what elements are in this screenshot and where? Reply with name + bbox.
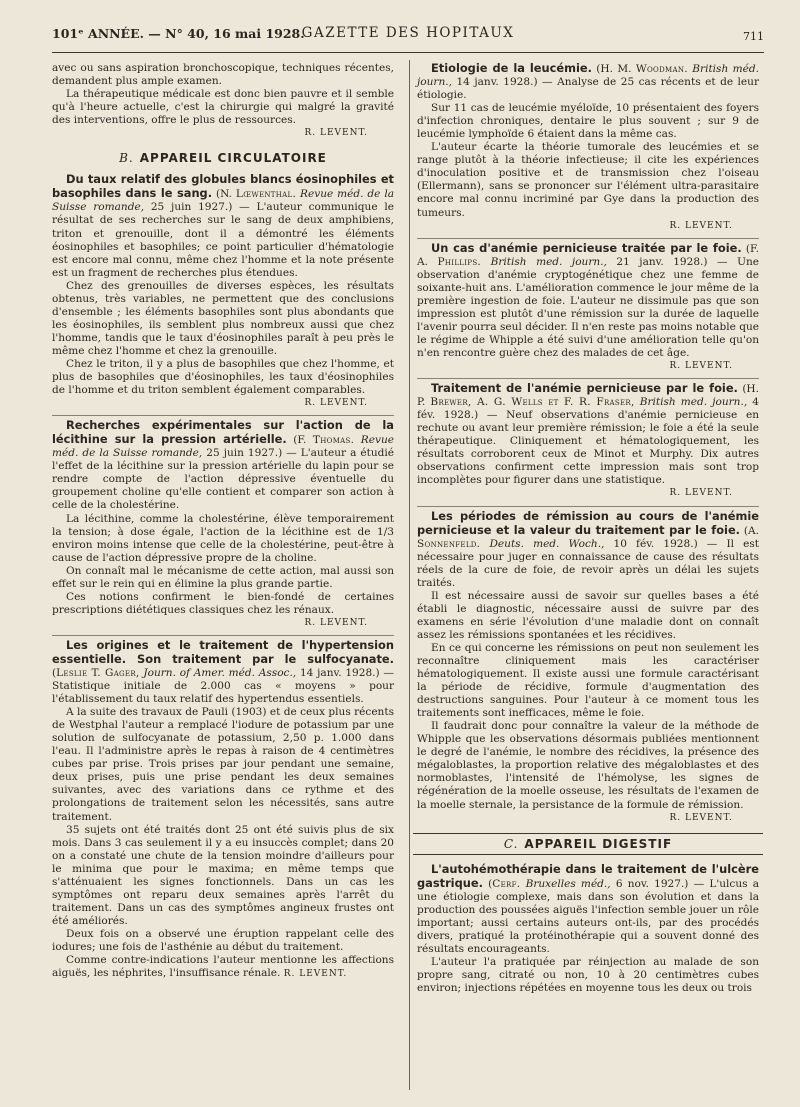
article-author: Thomas. xyxy=(312,434,355,447)
left-column xyxy=(52,62,394,981)
paragraph xyxy=(52,954,394,981)
article-title: Les origines et le traitement de l'hypertension essentielle. Son traitement par le sulfocyanate. xyxy=(52,637,394,666)
paragraph: L'auteur l'a pratiquée par réinjection au malade de son propre sang, citraté ou non, 10 à 20 centimètres cubes environ; injections répétées en moyenne tous les deux ou trois xyxy=(417,956,759,995)
article-body: 21 janv. 1928.) — Une observation d'anémie cryptogénétique chez une femme de soixante-huit ans. L'amélioration commence le jour même de la première ingestion de foie. L'auteur ne dissimule pas que son impression est plutôt d'une rémission sur la durée de laquelle l'avenir pourra seul décider. Il n'en reste pas moins notable que le régime de Whipple a été suivi d'une amélioration telle qu'on n'en rencontre guère chez des malades de cet âge. xyxy=(417,255,760,359)
signature: R. LEVENT. xyxy=(669,361,733,372)
article-journal: British med. journ., xyxy=(481,255,607,268)
article-separator xyxy=(417,238,759,239)
article-title: Traitement de l'anémie pernicieuse par le foie. xyxy=(431,381,738,396)
article-author: Leslie T. Gager, xyxy=(56,667,140,680)
article-lead xyxy=(417,242,759,360)
article-title: Etiologie de la leucémie. xyxy=(431,61,592,75)
journal-title: GAZETTE DES HOPITAUX xyxy=(301,25,515,41)
ref-open: (F. A. xyxy=(417,242,759,268)
right-column xyxy=(417,62,759,995)
article-lead xyxy=(417,863,759,956)
section-letter: B. xyxy=(119,151,134,166)
paragraph: La lécithine, comme la cholestérine, élève temporairement la tension; à dose égale, l'action de la lécithine est de 1/3 environ moins intense que celle de la cholestérine, peut-être à cause de l'action dépressive propre de la choline. xyxy=(52,512,394,564)
paragraph-text: Comme contre-indications l'auteur mentionne les affections aiguës, les néphrites, l'insuffisance rénale. xyxy=(52,954,394,980)
article-separator xyxy=(52,635,394,636)
ref-open: ( xyxy=(52,667,57,680)
article-author: Cerf. xyxy=(492,877,521,890)
article-journal: British méd. journ., xyxy=(417,63,759,89)
article-journal: British med. journ., xyxy=(634,396,748,409)
article-separator xyxy=(417,506,759,507)
article-title: Les périodes de rémission au cours de l'anémie pernicieuse et la valeur du traitement par le foie. xyxy=(417,508,759,537)
article-lead xyxy=(417,382,759,487)
signature: R. LEVENT. xyxy=(669,220,733,231)
article-title: L'autohémothérapie dans le traitement de l'ulcère gastrique. xyxy=(417,861,759,890)
paragraph: avec ou sans aspiration bronchoscopique, techniques récentes, demandent plus ample examen. xyxy=(52,62,394,88)
article-lead xyxy=(52,639,394,706)
article-body: 10 fév. 1928.) — Il est nécessaire pour juger en connaissance de cause des résultats réels de la cure de foie, de revoir après un délai les sujets traités. xyxy=(417,537,759,589)
paragraph: L'auteur écarte la théorie tumorale des leucémies et se range plutôt à la théorie infectieuse; il cite les expériences d'inoculation positive et de transmission chez l'oiseau (Ellermann), sans se prononcer sur l'élément ultra-parasitaire encore mal connu incriminé par Gye dans la production des tumeurs. xyxy=(417,141,759,219)
paragraph: Ces notions confirment le bien-fondé de certaines prescriptions diététiques classiques chez les rénaux. xyxy=(52,590,394,616)
page-header xyxy=(52,22,764,48)
signature: R. LEVENT. xyxy=(283,969,348,980)
article-body: 6 nov. 1927.) — L'ulcus a une étiologie complexe, mais dans son évolution et dans la production des poussées aiguës l'infection semble jouer un rôle important; aussi certains auteurs ont-ils, par des procédés divers, pratiqué la protéinothérapie qui a souvent donné des résultats encourageants. xyxy=(417,877,759,955)
paragraph: Chez des grenouilles de diverses espèces, les résultats obtenus, très variables, ne permettent que des conclusions d'ensemble ; les éléments basophiles sont plus abondants que les éosinophiles, ils semblent plus nombreux aussi que chez l'homme, tandis que le taux d'éosinophiles paraît à peu près le même chez l'homme et chez la grenouille. xyxy=(52,279,394,357)
article-title: Recherches expérimentales sur l'action de la lécithine sur la pression artérielle. xyxy=(52,418,394,447)
article-body: 25 juin 1927.) — L'auteur a étudié l'effet de la lécithine sur la pression artérielle du lapin pour se rendre compte de l'action dépressive éventuelle du groupement choline qu'elle contient et comparer son action à celle de la cholestérine. xyxy=(52,447,395,512)
article-journal: Journ. of Amer. méd. Assoc., xyxy=(139,667,297,680)
signature: R. LEVENT. xyxy=(304,617,368,628)
article-separator xyxy=(417,378,759,379)
ref-open: ( xyxy=(482,877,493,890)
section-title: APPAREIL CIRCULATOIRE xyxy=(139,151,327,166)
article-lead xyxy=(417,62,759,102)
article-body: 14 janv. 1928.) — Statistique initiale de 2.000 cas « moyens » pour l'établissement du taux relatif des hypertendus essentiels. xyxy=(52,667,394,706)
signature: R. LEVENT. xyxy=(304,128,368,139)
column-divider xyxy=(409,60,410,1090)
article-author: Lœwenthal. xyxy=(235,188,297,201)
paragraph: On connaît mal le mécanisme de cette action, mal aussi son effet sur le rein qui en élimine la plus grande partie. xyxy=(52,564,394,590)
paragraph: Il faudrait donc pour connaître la valeur de la méthode de Whipple que les observations désormais publiées mentionnent le degré de l'anémie, le nombre des récidives, la présence des mégaloblastes, la proportion relative des mégaloblastes et des normoblastes, l'intensité de l'hémolyse, les signes de régénération de la moelle osseuse, les résultats de l'examen de la moelle sternale, la persistance de la formule de rémission. xyxy=(417,720,759,811)
page-number: 711 xyxy=(743,30,764,43)
ref-open: (H. M. xyxy=(591,63,636,75)
article-author: Woodman. xyxy=(635,63,688,75)
paragraph: Chez le triton, il y a plus de basophiles que chez l'homme, et plus de basophiles que d'éosinophiles, les taux d'éosinophiles de l'homme et du triton semblent également comparables. xyxy=(52,357,394,397)
article-body: 14 janv. 1928.) — Analyse de 25 cas récents et de leur étiologie. xyxy=(417,76,759,102)
signature: R. LEVENT. xyxy=(304,398,368,409)
article-author: Phillips. xyxy=(437,255,482,268)
ref-open: (A. xyxy=(740,524,759,537)
article-journal: Deuts. med. Woch., xyxy=(480,537,605,550)
article-title: Du taux relatif des globules blancs éosinophiles et basophiles dans le sang. xyxy=(52,172,394,201)
section-heading xyxy=(52,152,394,165)
paragraph: Sur 11 cas de leucémie myéloïde, 10 présentaient des foyers d'infection chroniques, dentaire le plus souvent ; sur 9 de leucémie lymphoïde 6 étaient dans la même cas. xyxy=(417,102,759,141)
article-journal: Revue méd. de la Suisse romande, xyxy=(52,188,394,214)
paragraph: 35 sujets ont été traités dont 25 ont été suivis plus de six mois. Dans 3 cas seulement il y a eu insuccès complet; dans 20 on a constaté une chute de la tension moindre d'ailleurs pour le minima que pour le maxima; en même temps que s'atténuaient les signes fonctionnels. Dans un cas les symptômes ont reparu deux semaines après l'arrêt du traitement. Dans un cas des symptômes angineux frustes ont été améliorés. xyxy=(52,823,394,927)
signature: R. LEVENT. xyxy=(669,488,733,499)
article-author: Brewer, A. G. Wells et F. R. Fraser, xyxy=(430,396,635,409)
article-body: 4 fév. 1928.) — Neuf observations d'anémie pernicieuse en rechute ou avant leur première rémission; le foie a été la seule thérapeutique. Cliniquement et hématologiquement, les résultats corroborent ceux de Minot et Murphy. Dix autres observations confirment cette impression mais sont trop incomplètes pour figurer dans une statistique. xyxy=(417,396,759,487)
paragraph: Il est nécessaire aussi de savoir sur quelles bases a été établi le diagnostic, nécessaire aussi de suivre par des examens en série l'évolution d'une maladie dont on connaît assez les rémissions spontanées et les récidives. xyxy=(417,589,759,641)
ref-open: (H. P. xyxy=(417,383,759,409)
article-lead xyxy=(52,173,394,279)
issue-line: 101ᵉ ANNÉE. — N° 40, 16 mai 1928. xyxy=(52,26,305,41)
article-journal: Revue méd. de la Suisse romande, xyxy=(52,434,394,460)
signature: R. LEVENT. xyxy=(669,812,733,823)
article-lead xyxy=(417,510,759,590)
header-rule xyxy=(52,52,764,53)
paragraph: En ce qui concerne les rémissions on peut non seulement les reconnaître cliniquement mais les caractériser hématologiquement. Il existe aussi une formule caractérisant la période de récidive, formule d'augmentation des destructions sanguines. Pour l'auteur à ce moment tous les traitements sont inefficaces, même le foie. xyxy=(417,641,759,720)
article-separator xyxy=(52,415,394,416)
article-title: Un cas d'anémie pernicieuse traitée par le foie. xyxy=(431,240,742,255)
article-journal: Bruxelles méd., xyxy=(520,877,611,890)
article-body: 25 juin 1927.) — L'auteur communique le résultat de ses recherches sur le sang de deux amphibiens, triton et grenouille, dont il a démontré les éléments éosinophiles et basophiles; ce point particulier d'hématologie est encore mal connu, même chez l'homme et la note présente est un fragment de recherches plus étendues. xyxy=(52,201,394,279)
section-title: APPAREIL DIGESTIF xyxy=(524,836,673,851)
section-letter: C. xyxy=(503,836,519,851)
paragraph: A la suite des travaux de Pauli (1903) et de ceux plus récents de Westphal l'auteur a remplacé l'iodure de potassium par une solution de sulfocyanate de potassium, 2,50 p. 1.000 dans l'eau. Il l'administre après le repas à raison de 4 centimètres cubes par prise. Trois prises par jour pendant une semaine, deux prises, puis une prise pendant les deux semaines suivantes, avec des variations dans ce rythme et des prolongations de traitement selon les nécessités, sans autre traitement. xyxy=(52,706,394,823)
article-lead xyxy=(52,419,394,512)
ref-open: (F. xyxy=(286,434,313,447)
paragraph: La thérapeutique médicale est donc bien pauvre et il semble qu'à l'heure actuelle, c'est la chirurgie qui malgré la gravité des interventions, offre le plus de ressources. xyxy=(52,88,394,127)
paragraph: Deux fois on a observé une éruption rappelant celle des iodures; une fois de l'asthénie au début du traitement. xyxy=(52,927,394,953)
section-heading xyxy=(413,833,763,855)
article-author: Sonnenfeld. xyxy=(417,537,481,550)
ref-open: (N. xyxy=(212,188,236,201)
